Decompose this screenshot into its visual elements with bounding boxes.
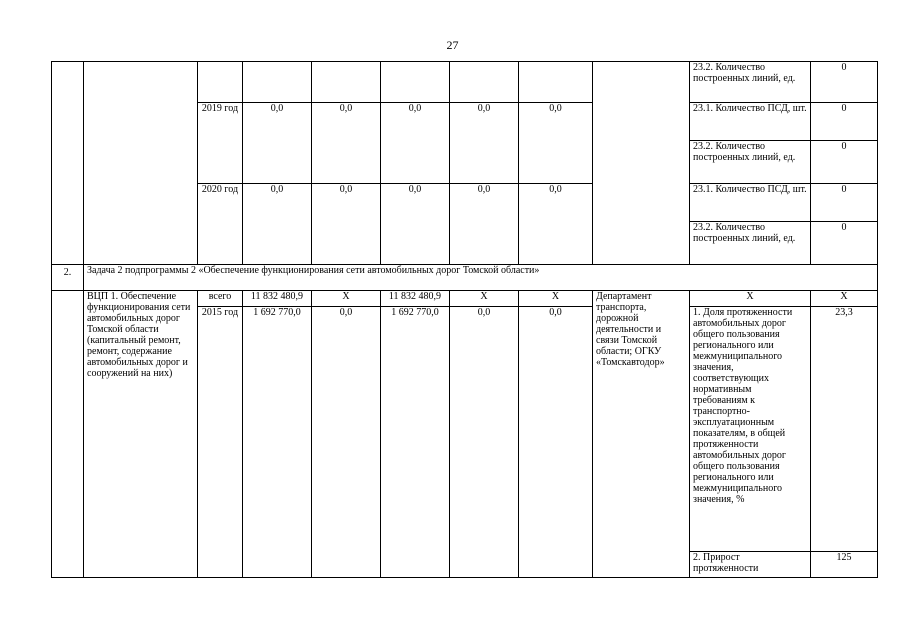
program-table <box>51 61 878 578</box>
executor: Департамент транспорта, дорожной деятельности и связи Томской области; ОГКУ «Томскавтодор» <box>593 291 690 578</box>
sum-other: 0,0 <box>519 307 593 578</box>
number-cell <box>52 62 84 265</box>
sum-regional: 0,0 <box>381 103 450 184</box>
sum-total: 1 692 770,0 <box>243 307 312 578</box>
total-sum: 11 832 480,9 <box>243 291 312 307</box>
year-cell <box>198 62 243 103</box>
executor-cell <box>593 62 690 265</box>
sum-total: 0,0 <box>243 103 312 184</box>
year-label: 2019 год <box>198 103 243 184</box>
page-number: 27 <box>446 38 459 52</box>
total-regional: 11 832 480,9 <box>381 291 450 307</box>
event-name-cell <box>84 62 198 265</box>
indicator-name: 23.2. Количество построенных линий, ед. <box>690 141 811 184</box>
task-row <box>52 265 878 291</box>
indicator-name: 23.2. Количество построенных линий, ед. <box>690 62 811 103</box>
indicator-name: 23.1. Количество ПСД, шт. <box>690 184 811 222</box>
total-other: Х <box>519 291 593 307</box>
sum-local: 0,0 <box>450 103 519 184</box>
indicator-value: 0 <box>811 184 878 222</box>
sum-federal: 0,0 <box>312 103 381 184</box>
task-title: Задача 2 подпрограммы 2 «Обеспечение функционирования сети автомобильных дорог Томской области» <box>84 265 878 291</box>
indicator-value: 0 <box>811 141 878 184</box>
indicator-name: 2. Прирост протяженности <box>690 552 811 578</box>
sum-federal: 0,0 <box>312 184 381 265</box>
value-x: Х <box>811 291 878 307</box>
total-federal: Х <box>312 291 381 307</box>
indicator-name: 23.1. Количество ПСД, шт. <box>690 103 811 141</box>
sum-regional: 0,0 <box>381 184 450 265</box>
indicator-name: 1. Доля протяженности автомобильных дорог общего пользования регионального или межмуниципального значения, соответствующих нормативным требованиям к транспортно-эксплуатационным показателям, в общей протяженности автомобильных дорог общего пользования регионального или межмуниципального значения, % <box>690 307 811 552</box>
indicator-value: 0 <box>811 103 878 141</box>
total-label: всего <box>198 291 243 307</box>
indicator-value: 125 <box>811 552 878 578</box>
sum-other: 0,0 <box>519 103 593 184</box>
table-row <box>52 291 878 307</box>
sum-local: 0,0 <box>450 184 519 265</box>
indicator-value: 0 <box>811 222 878 265</box>
indicator-name: 23.2. Количество построенных линий, ед. <box>690 222 811 265</box>
year-label: 2020 год <box>198 184 243 265</box>
indicator-value: 23,3 <box>811 307 878 552</box>
table-row <box>52 62 878 103</box>
sum-other: 0,0 <box>519 184 593 265</box>
indicator-value: 0 <box>811 62 878 103</box>
year-label: 2015 год <box>198 307 243 578</box>
task-number: 2. <box>52 265 84 291</box>
sum-regional: 1 692 770,0 <box>381 307 450 578</box>
sum-federal: 0,0 <box>312 307 381 578</box>
sum-total: 0,0 <box>243 184 312 265</box>
indicator-x: Х <box>690 291 811 307</box>
vcp-name: ВЦП 1. Обеспечение функционирования сети автомобильных дорог Томской области (капитальный ремонт, ремонт, содержание автомобильных дорог и сооружений на них) <box>84 291 198 578</box>
total-local: Х <box>450 291 519 307</box>
sum-local: 0,0 <box>450 307 519 578</box>
